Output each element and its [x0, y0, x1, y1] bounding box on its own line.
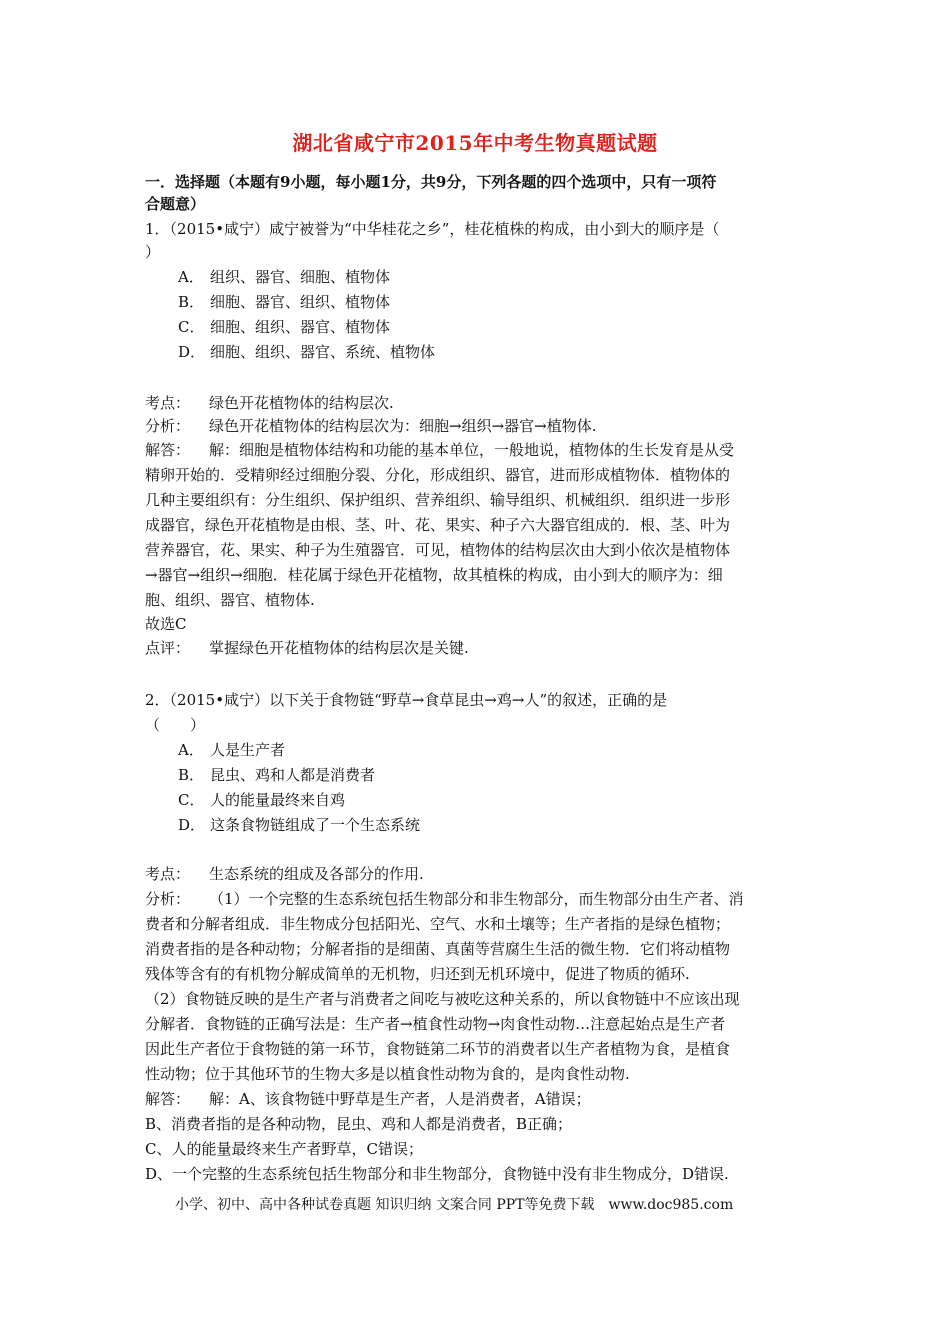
q1-jieda-line: 精卵开始的．受精卵经过细胞分裂、分化，形成组织、器官，进而形成植物体．植物体的 — [145, 466, 731, 484]
q2-fenxi-line: （2）食物链反映的是生产者与消费者之间吃与被吃这种关系的，所以食物链中不应该出现 — [145, 990, 740, 1008]
q2-jieda-line: C、人的能量最终来生产者野草，C错误； — [145, 1140, 423, 1158]
q1-kaodian: 考点： 绿色开花植物体的结构层次. — [145, 394, 394, 412]
q2-option-b: B． 昆虫、鸡和人都是消费者 — [178, 766, 376, 784]
q2-fenxi-line: 分解者．食物链的正确写法是：生产者→植食性动物→肉食性动物…注意起始点是生产者 — [145, 1015, 726, 1033]
q1-option-a: A． 组织、器官、细胞、植物体 — [178, 268, 391, 286]
q1-option-c: C． 细胞、组织、器官、植物体 — [178, 318, 391, 336]
q1-jieda: 解答： 解：细胞是植物体结构和功能的基本单位，一般地说，植物体的生长发育是从受 — [145, 441, 735, 459]
q2-fenxi-line: 性动物；位于其他环节的生物大多是以植食性动物为食的，是肉食性动物. — [145, 1065, 630, 1083]
q1-jieda-line: 成器官，绿色开花植物是由根、茎、叶、花、果实、种子六大器官组成的．根、茎、叶为 — [145, 516, 731, 534]
section-heading-cont: 合题意） — [145, 195, 206, 213]
q2-fenxi-line: 费者和分解者组成．非生物成分包括阳光、空气、水和土壤等；生产者指的是绿色植物； — [145, 915, 731, 933]
document-title: 湖北省咸宁市2015年中考生物真题试题 — [292, 131, 658, 155]
q2-kaodian: 考点： 生态系统的组成及各部分的作用. — [145, 865, 424, 883]
q2-option-a: A． 人是生产者 — [178, 741, 286, 759]
q2-option-d: D． 这条食物链组成了一个生态系统 — [178, 816, 421, 834]
q2-fenxi-line: 残体等含有的有机物分解成简单的无机物，归还到无机环境中，促进了物质的循环. — [145, 965, 690, 983]
q2-jieda-line: B、消费者指的是各种动物，昆虫、鸡和人都是消费者，B正确； — [145, 1115, 573, 1133]
q1-stem-cont: ） — [145, 243, 161, 261]
q2-option-c: C． 人的能量最终来自鸡 — [178, 791, 346, 809]
q1-jieda-line: 营养器官，花、果实、种子为生殖器官．可见，植物体的结构层次由大到小依次是植物体 — [145, 541, 731, 559]
q2-fenxi: 分析： （1）一个完整的生态系统包括生物部分和非生物部分，而生物部分由生产者、消 — [145, 890, 744, 908]
q2-fenxi-line: 因此生产者位于食物链的第一环节，食物链第二环节的消费者以生产者植物为食，是植食 — [145, 1040, 731, 1058]
q1-option-d: D． 细胞、组织、器官、系统、植物体 — [178, 343, 436, 361]
q1-dianping: 点评： 掌握绿色开花植物体的结构层次是关键. — [145, 639, 469, 657]
q1-stem: 1．（2015•咸宁）咸宁被誉为“中华桂花之乡”，桂花植株的构成，由小到大的顺序是（ — [145, 220, 720, 238]
q2-stem-cont: （ ） — [145, 716, 206, 734]
q1-answer: 故选C — [145, 615, 187, 633]
q2-jieda-line: D、一个完整的生态系统包括生物部分和非生物部分，食物链中没有非生物成分，D错误. — [145, 1165, 729, 1183]
q2-fenxi-line: 消费者指的是各种动物；分解者指的是细菌、真菌等营腐生生活的微生物．它们将动植物 — [145, 940, 731, 958]
q2-stem: 2．（2015•咸宁）以下关于食物链“野草→食草昆虫→鸡→人”的叙述，正确的是 — [145, 691, 668, 709]
page-footer: 小学、初中、高中各种试卷真题 知识归纳 文案合同 PPT等免费下载 www.doc985.com — [175, 1197, 734, 1213]
q2-jieda: 解答： 解：A、该食物链中野草是生产者，人是消费者，A错误； — [145, 1090, 591, 1108]
q1-jieda-line: →器官→组织→细胞．桂花属于绿色开花植物，故其植株的构成，由小到大的顺序为：细 — [145, 566, 723, 584]
q1-option-b: B． 细胞、器官、组织、植物体 — [178, 293, 391, 311]
q1-fenxi: 分析： 绿色开花植物体的结构层次为：细胞→组织→器官→植物体. — [145, 417, 597, 435]
section-heading: 一．选择题（本题有9小题，每小题1分，共9分，下列各题的四个选项中，只有一项符 — [145, 173, 717, 191]
q1-jieda-line: 几种主要组织有：分生组织、保护组织、营养组织、输导组织、机械组织．组织进一步形 — [145, 491, 731, 509]
q1-jieda-line: 胞、组织、器官、植物体. — [145, 591, 315, 609]
